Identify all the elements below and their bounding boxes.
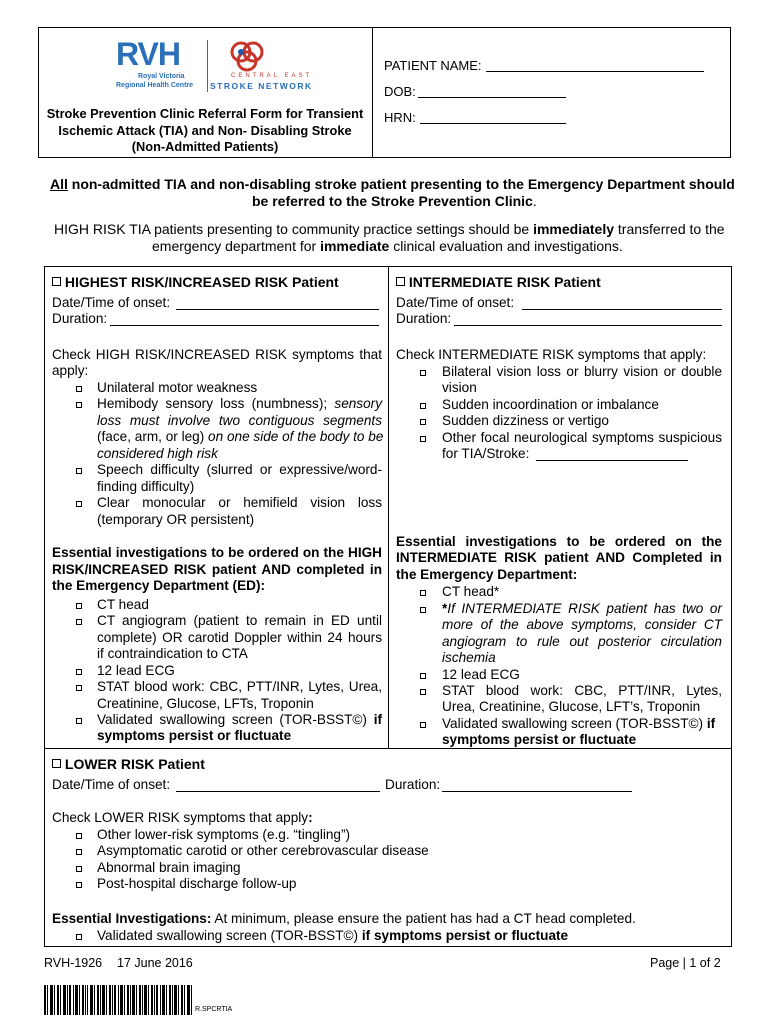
low-symptom-2: Asymptomatic carotid or other cerebrovascular disease <box>97 843 429 858</box>
mid-symptom-3: Sudden dizziness or vertigo <box>442 413 609 428</box>
intro-line-2 <box>252 193 537 210</box>
barcode-label: R.SPCRTIA <box>195 1006 233 1013</box>
mid-symptom-4-checkbox[interactable] <box>420 436 426 442</box>
high-invest-4-line-2: Creatinine, Glucose, LFTs, Troponin <box>97 696 314 711</box>
mid-symptom-1-line-2: vision <box>442 380 477 395</box>
high-symptom-2-line-2: loss must involve two contiguous segments <box>97 413 382 428</box>
intro-p2-a: HIGH RISK TIA patients presenting to community practice settings should be <box>54 221 534 237</box>
high-symptom-2-line-4: considered high risk <box>97 446 218 461</box>
high-check-line-2: apply: <box>52 363 89 378</box>
high-symptom-1-checkbox[interactable] <box>76 386 82 392</box>
footer-doc-id: RVH-1926 <box>44 956 103 970</box>
intro-line-1 <box>50 176 735 193</box>
high-invest-2-checkbox[interactable] <box>76 619 82 625</box>
low-symptom-4-checkbox[interactable] <box>76 882 82 888</box>
mid-invest-4-line-2: Urea, Creatinine, Glucose, LFT’s, Troponin <box>442 699 701 714</box>
high-symptom-3-checkbox[interactable] <box>76 468 82 474</box>
high-invest-2-line-3: if contraindication to CTA <box>97 646 248 661</box>
low-invest-1-checkbox[interactable] <box>76 934 82 940</box>
form-title-line-2: Ischemic Attack (TIA) and Non- Disabling Stroke <box>58 122 352 138</box>
rvh-logo-sub1: Royal Victoria <box>138 73 185 80</box>
low-symptom-4: Post-hospital discharge follow-up <box>97 876 297 891</box>
mid-invest-2-line-4: ischemia <box>442 650 496 665</box>
mid-symptom-4-field[interactable] <box>536 460 688 461</box>
high-invest-1: CT head <box>97 597 149 612</box>
high-symptom-2-3a: (face, arm, or leg) <box>97 429 209 444</box>
high-symptom-1: Unilateral motor weakness <box>97 380 258 395</box>
mid-symptom-1-checkbox[interactable] <box>420 370 426 376</box>
mid-duration-label: Duration: <box>396 311 452 326</box>
low-check-colon: : <box>308 810 313 825</box>
footer-date: 17 June 2016 <box>117 956 193 970</box>
intro-line-2-period: . <box>532 193 537 209</box>
stroke-network-top-text: CENTRAL EAST <box>231 73 313 79</box>
rvh-logo <box>116 38 206 92</box>
low-symptom-2-checkbox[interactable] <box>76 849 82 855</box>
dob-field[interactable] <box>418 97 566 98</box>
patient-name-label: PATIENT NAME: <box>384 58 482 73</box>
high-symptom-2-line-1 <box>97 396 382 413</box>
low-symptom-3-checkbox[interactable] <box>76 866 82 872</box>
high-invest-3: 12 lead ECG <box>97 663 175 678</box>
intro-p2-immediate: immediate <box>320 238 390 254</box>
mid-invest-5-checkbox[interactable] <box>420 722 426 728</box>
dob-label: DOB: <box>384 84 416 99</box>
high-symptom-2-a: Hemibody sensory loss (numbness); <box>97 396 335 411</box>
risk-table-col-divider <box>388 266 389 748</box>
mid-symptom-3-checkbox[interactable] <box>420 419 426 425</box>
intro-para-2-line-1 <box>54 221 725 238</box>
rvh-logo-sub2: Regional Health Centre <box>116 82 194 89</box>
intro-p2-2c: clinical evaluation and investigations. <box>389 238 623 254</box>
intro-line-2-text: be referred to the Stroke Prevention Clinic <box>252 193 533 209</box>
rvh-logo-letters: RVH <box>116 36 180 72</box>
high-symptom-3-line-2: finding difficulty) <box>97 479 195 494</box>
intro-p2-2a: emergency department for <box>152 238 321 254</box>
high-onset-field[interactable] <box>176 309 379 310</box>
intro-p2-immediately: immediately <box>533 221 615 237</box>
mid-invest-4-checkbox[interactable] <box>420 689 426 695</box>
low-symptom-1: Other lower-risk symptoms (e.g. “tingling”) <box>97 827 351 842</box>
barcode-icon <box>44 985 194 1015</box>
stroke-network-text: STROKE NETWORK <box>210 81 313 91</box>
high-invest-1-checkbox[interactable] <box>76 603 82 609</box>
hrn-field[interactable] <box>420 123 566 124</box>
mid-risk-title <box>396 274 601 291</box>
stroke-network-logo <box>207 40 317 92</box>
mid-onset-field[interactable] <box>522 309 722 310</box>
high-symptom-2-b: sensory <box>334 396 382 411</box>
high-invest-5-a: Validated swallowing screen (TOR-BSST©) <box>97 712 374 727</box>
mid-invest-2-line-1 <box>442 601 722 618</box>
mid-invest-2-asterisk: * <box>442 601 448 616</box>
mid-invest-4-line-1: STAT blood work: CBC, PTT/INR, Lytes, <box>442 683 722 698</box>
footer-page: Page | 1 of 2 <box>650 956 721 970</box>
mid-essential-line-1: Essential investigations to be ordered on the <box>396 534 722 549</box>
high-duration-field[interactable] <box>110 325 379 326</box>
low-symptom-1-checkbox[interactable] <box>76 833 82 839</box>
mid-invest-1-checkbox[interactable] <box>420 590 426 596</box>
form-title <box>40 106 370 156</box>
mid-onset-label: Date/Time of onset: <box>396 295 515 310</box>
low-essential-text: At minimum, please ensure the patient has had a CT head completed. <box>211 911 636 926</box>
low-onset-field[interactable] <box>176 791 380 792</box>
low-check-text: Check LOWER RISK symptoms that apply <box>52 810 309 825</box>
high-invest-4-line-1: STAT blood work: CBC, PTT/INR, Lytes, Urea, <box>97 679 382 694</box>
mid-symptom-2: Sudden incoordination or imbalance <box>442 397 659 412</box>
high-symptom-3-line-1: Speech difficulty (slurred or expressive/word- <box>97 462 382 477</box>
mid-risk-checkbox[interactable] <box>396 277 405 286</box>
mid-risk-title-text: INTERMEDIATE RISK Patient <box>408 274 601 290</box>
header-divider <box>372 27 373 158</box>
high-symptom-2-line-3 <box>97 429 382 446</box>
high-invest-5-line-1 <box>97 712 382 729</box>
logo-divider <box>207 40 208 92</box>
low-risk-title-text: LOWER RISK Patient <box>64 756 205 772</box>
high-symptom-4-checkbox[interactable] <box>76 501 82 507</box>
form-title-line-3: (Non-Admitted Patients) <box>131 139 279 154</box>
mid-invest-5-a: Validated swallowing screen (TOR-BSST©) <box>442 716 707 731</box>
mid-symptom-1-line-1: Bilateral vision loss or blurry vision or double <box>442 364 722 379</box>
intro-para-2-line-2 <box>152 238 623 255</box>
intro-p2-c: transferred to the <box>614 221 725 237</box>
low-essential-label: Essential Investigations: <box>52 911 212 926</box>
high-risk-title-text: HIGHEST RISK/INCREASED RISK Patient <box>64 274 339 290</box>
mid-essential-line-3: the Emergency Department: <box>396 567 578 582</box>
high-check-line-1: Check HIGH RISK/INCREASED RISK symptoms that <box>52 347 382 362</box>
high-risk-title <box>52 274 339 291</box>
low-invest-1-b: if symptoms persist or fluctuate <box>361 928 569 943</box>
high-invest-5-checkbox[interactable] <box>76 718 82 724</box>
low-duration-field[interactable] <box>442 791 632 792</box>
mid-invest-3-checkbox[interactable] <box>420 673 426 679</box>
patient-name-field[interactable] <box>486 71 704 72</box>
low-essential-line <box>52 911 636 928</box>
mid-invest-3: 12 lead ECG <box>442 667 520 682</box>
mid-duration-field[interactable] <box>454 325 722 326</box>
mid-invest-5-line-2: symptoms persist or fluctuate <box>442 732 637 747</box>
low-onset-label: Date/Time of onset: <box>52 777 171 792</box>
high-essential-line-3: the Emergency Department (ED): <box>52 578 266 593</box>
high-essential-line-2: RISK/INCREASED RISK patient AND completed in <box>52 562 382 577</box>
low-invest-1 <box>97 928 568 945</box>
high-invest-3-checkbox[interactable] <box>76 669 82 675</box>
high-symptom-4-line-2: (temporary OR persistent) <box>97 512 255 527</box>
high-onset-label: Date/Time of onset: <box>52 295 171 310</box>
mid-invest-2-a: If INTERMEDIATE RISK patient has two or <box>447 601 722 616</box>
stroke-network-emblem-icon <box>219 40 279 74</box>
intro-line-1-text: non-admitted TIA and non-disabling stroke patient presenting to the Emergency Department should <box>67 176 735 192</box>
high-invest-5-line-2: symptoms persist or fluctuate <box>97 728 292 743</box>
low-check-line <box>52 810 313 827</box>
low-invest-1-a: Validated swallowing screen (TOR-BSST©) <box>97 928 362 943</box>
mid-invest-2-checkbox[interactable] <box>420 607 426 613</box>
low-duration-label: Duration: <box>385 777 441 792</box>
high-symptom-2-3b: on one side of the body to be <box>208 429 384 444</box>
low-symptom-3: Abnormal brain imaging <box>97 860 241 875</box>
high-invest-2-line-1: CT angiogram (patient to remain in ED until <box>97 613 382 628</box>
high-risk-checkbox[interactable] <box>52 277 61 286</box>
mid-invest-2-line-2: more of the above symptoms, consider CT <box>442 617 722 632</box>
mid-invest-5-line-1 <box>442 716 715 733</box>
hrn-label: HRN: <box>384 110 416 125</box>
intro-all-word: All <box>50 176 68 192</box>
high-invest-4-checkbox[interactable] <box>76 685 82 691</box>
high-symptom-2-checkbox[interactable] <box>76 402 82 408</box>
mid-check-line-1: Check INTERMEDIATE RISK symptoms that apply: <box>396 347 707 362</box>
high-essential-line-1: Essential investigations to be ordered on the HIGH <box>52 545 382 560</box>
mid-essential-line-2: INTERMEDIATE RISK patient AND Completed in <box>396 550 722 565</box>
low-risk-title <box>52 756 205 773</box>
high-invest-2-line-2: complete) OR carotid Doppler within 24 hours <box>97 630 382 645</box>
mid-invest-5-b: if <box>706 716 716 731</box>
form-title-line-1: Stroke Prevention Clinic Referral Form for Transient <box>46 106 364 121</box>
low-risk-checkbox[interactable] <box>52 759 61 768</box>
high-duration-label: Duration: <box>52 311 108 326</box>
high-invest-5-b: if <box>373 712 382 727</box>
mid-invest-2-line-3: angiogram to rule out posterior circulation <box>442 634 722 649</box>
mid-symptom-4-line-1: Other focal neurological symptoms suspicious <box>442 430 722 445</box>
high-symptom-4-line-1: Clear monocular or hemifield vision loss <box>97 495 382 510</box>
mid-invest-1: CT head* <box>442 584 500 599</box>
mid-symptom-4-line-2: for TIA/Stroke: <box>442 446 530 461</box>
mid-symptom-2-checkbox[interactable] <box>420 403 426 409</box>
